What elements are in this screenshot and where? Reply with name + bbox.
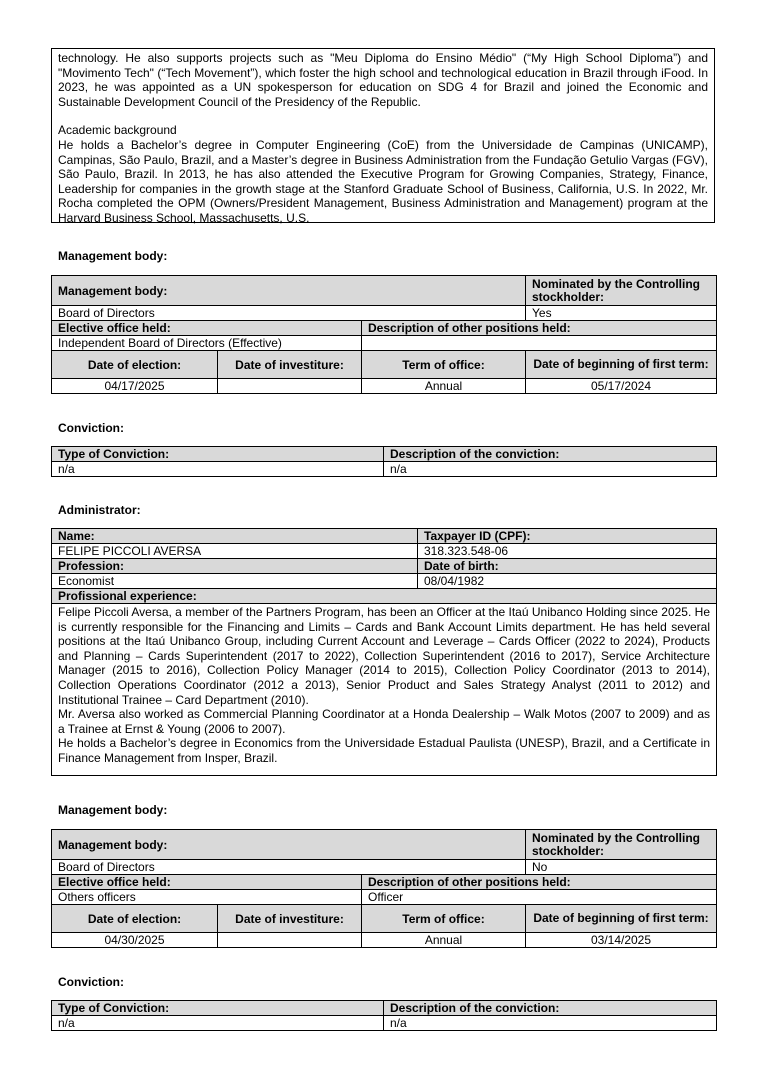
- profession-label: Profession:: [52, 559, 418, 574]
- term-office-label: Term of office:: [362, 905, 526, 933]
- nominated-value: No: [526, 860, 717, 875]
- academic-heading: Academic background: [58, 123, 177, 138]
- conviction-type-label: Type of Conviction:: [52, 1001, 384, 1016]
- nominated-label: Nominated by the Controlling stockholder:: [526, 276, 717, 306]
- profession-value: Economist: [52, 574, 418, 589]
- management-body-table: [51, 829, 717, 948]
- nominated-label: Nominated by the Controlling stockholder:: [526, 830, 717, 860]
- management-body-label: Management body:: [52, 276, 526, 306]
- conviction-description-value: n/a: [384, 1016, 717, 1031]
- management-body-value: Board of Directors: [52, 860, 526, 875]
- conviction-section-title: Conviction:: [58, 421, 124, 435]
- experience-paragraph: Felipe Piccoli Aversa, a member of the Partners Program, has been an Officer at the Itaú Unibanco Holding since 2025. He is currently responsible for the Financing and Limits – Cards and Bank Account Limits department. He has held several positions at the Itaú Unibanco Group, including Current Account and Leverage – Cards Officer (2022 to 2024), Products and Planning – Cards Superintendent (2017 to 2022), Collection Superintendent (2016 to 2017), Service Architecture Manager (2015 to 2016), Collection Policy Manager (2014 to 2015), Collection Policy Coordinator (2013 to 2014), Collection Operations Coordinator (2012 a 2013), Senior Product and Sales Strategy Analyst (2011 to 2012) and Institutional Trainee – Card Department (2010).: [58, 605, 710, 707]
- first-term-value: 03/14/2025: [526, 933, 717, 948]
- name-value: FELIPE PICCOLI AVERSA: [52, 544, 418, 559]
- management-body-section-title: Management body:: [58, 803, 168, 817]
- conviction-description-value: n/a: [384, 462, 717, 477]
- management-body-value: Board of Directors: [52, 306, 526, 321]
- management-body-table: [51, 275, 717, 394]
- name-label: Name:: [52, 529, 418, 544]
- term-office-value: Annual: [362, 933, 526, 948]
- date-of-birth-value: 08/04/1982: [418, 574, 717, 589]
- management-body-label: Management body:: [52, 830, 526, 860]
- administrator-table: [51, 528, 717, 776]
- first-term-label: Date of beginning of first term:: [526, 351, 717, 379]
- experience-paragraph: Mr. Aversa also worked as Commercial Planning Coordinator at a Honda Dealership – Walk Motos (2007 to 2009) and as a Trainee at Ernst & Young (2006 to 2007).: [58, 707, 710, 736]
- date-investiture-label: Date of investiture:: [218, 905, 362, 933]
- elective-office-label: Elective office held:: [52, 875, 362, 890]
- elective-office-value: Others officers: [52, 890, 362, 905]
- taxpayer-id-label: Taxpayer ID (CPF):: [418, 529, 717, 544]
- term-office-value: Annual: [362, 379, 526, 394]
- other-positions-label: Description of other positions held:: [362, 321, 717, 336]
- professional-experience-label: Profissional experience:: [52, 589, 717, 604]
- taxpayer-id-value: 318.323.548-06: [418, 544, 717, 559]
- other-positions-label: Description of other positions held:: [362, 875, 717, 890]
- date-election-label: Date of election:: [52, 905, 218, 933]
- date-investiture-value: [218, 379, 362, 394]
- conviction-type-value: n/a: [52, 462, 384, 477]
- first-term-label: Date of beginning of first term:: [526, 905, 717, 933]
- date-investiture-value: [218, 933, 362, 948]
- date-investiture-label: Date of investiture:: [218, 351, 362, 379]
- academic-text: He holds a Bachelor’s degree in Computer Engineering (CoE) from the Universidade de Campinas (UNICAMP), Campinas, São Paulo, Brazil, and a Master’s degree in Business Administration from the Fundação Getulio Vargas (FGV), São Paulo, Brazil. In 2013, he has also attended the Executive Program for Growing Companies, Strategy, Finance, Leadership for companies in the growth stage at the Stanford Graduate School of Business, California, U.S. In 2022, Mr. Rocha completed the OPM (Owners/President Management, Business Administration and Management) program at the Harvard Business School, Massachusetts, U.S.: [58, 137, 708, 225]
- administrator-section-title: Administrator:: [58, 503, 141, 517]
- elective-office-label: Elective office held:: [52, 321, 362, 336]
- conviction-description-label: Description of the conviction:: [384, 447, 717, 462]
- bio-paragraph: technology. He also supports projects such as "Meu Diploma do Ensino Médio" (“My High School Diploma”) and "Movimento Tech" (“Tech Movement”), which foster the high school and technological education in Brazil through iFood. In 2023, he was appointed as a UN spokesperson for education on SDG 4 for Brazil and joined the Economic and Sustainable Development Council of the Presidency of the Republic.: [58, 51, 708, 109]
- date-of-birth-label: Date of birth:: [418, 559, 717, 574]
- conviction-description-label: Description of the conviction:: [384, 1001, 717, 1016]
- date-election-value: 04/17/2025: [52, 379, 218, 394]
- experience-paragraph: He holds a Bachelor’s degree in Economics from the Universidade Estadual Paulista (UNESP), Brazil, and a Certificate in Finance Management from Insper, Brazil.: [58, 736, 710, 765]
- other-positions-value: [362, 336, 717, 351]
- elective-office-value: Independent Board of Directors (Effective): [52, 336, 362, 351]
- nominated-value: Yes: [526, 306, 717, 321]
- management-body-section-title: Management body:: [58, 249, 168, 263]
- term-office-label: Term of office:: [362, 351, 526, 379]
- conviction-type-label: Type of Conviction:: [52, 447, 384, 462]
- biography-box: [51, 48, 715, 223]
- conviction-type-value: n/a: [52, 1016, 384, 1031]
- professional-experience-text: [52, 604, 717, 776]
- conviction-section-title: Conviction:: [58, 975, 124, 989]
- date-election-label: Date of election:: [52, 351, 218, 379]
- date-election-value: 04/30/2025: [52, 933, 218, 948]
- other-positions-value: Officer: [362, 890, 717, 905]
- conviction-table: [51, 1000, 717, 1031]
- conviction-table: [51, 446, 717, 477]
- first-term-value: 05/17/2024: [526, 379, 717, 394]
